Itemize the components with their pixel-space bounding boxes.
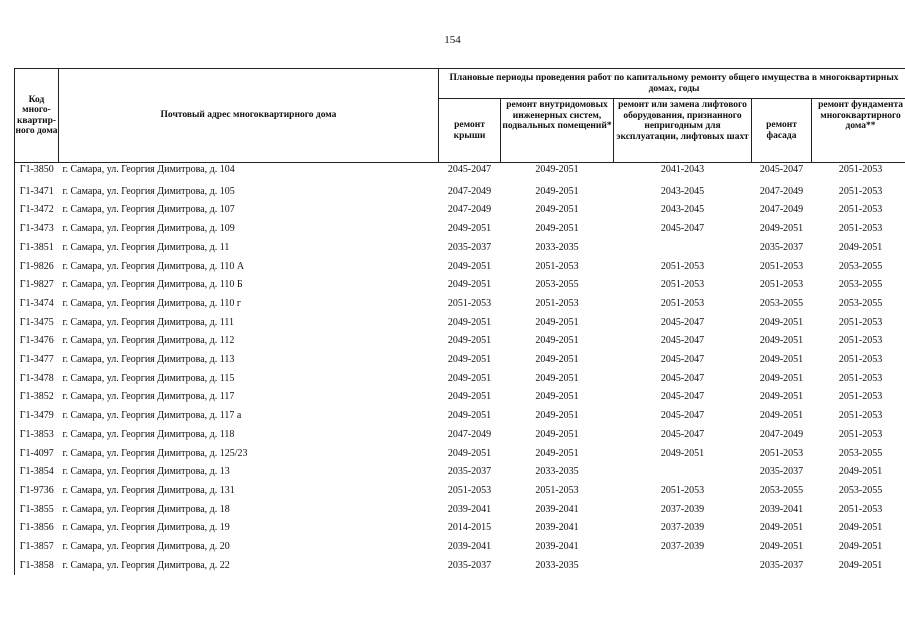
cell-address: г. Самара, ул. Георгия Димитрова, д. 110 Б — [62, 279, 243, 291]
cell-systems: 2049-2051 — [535, 316, 579, 328]
cell-foundation: 2049-2051 — [838, 541, 883, 553]
cell-systems: 2039-2041 — [535, 522, 579, 534]
table-body — [15, 163, 905, 576]
cell-code: Г1-3858 — [15, 557, 59, 576]
cell-foundation: 2051-2053 — [838, 185, 883, 197]
cell-foundation: 2053-2055 — [838, 260, 883, 272]
page-number: 154 — [444, 34, 461, 46]
cell-foundation: 2051-2053 — [838, 164, 883, 175]
cell-elevator: 2051-2053 — [660, 297, 705, 309]
cell-address: г. Самара, ул. Георгия Димитрова, д. 13 — [62, 466, 230, 478]
cell-elevator: 2045-2047 — [660, 316, 705, 328]
cell-foundation: 2053-2055 — [838, 484, 883, 496]
cell-systems: 2049-2051 — [535, 354, 579, 366]
cell-roof: 2049-2051 — [447, 372, 492, 384]
cell-foundation: 2053-2055 — [838, 297, 883, 309]
table-row — [15, 239, 905, 258]
table-row — [15, 258, 905, 277]
table-row — [15, 201, 905, 220]
cell-roof: 2049-2051 — [447, 279, 492, 291]
cell-foundation: 2049-2051 — [838, 559, 883, 571]
cell-code: Г1-3854 — [15, 463, 59, 482]
cell-code: Г1-3852 — [15, 388, 59, 407]
cell-code: Г1-3477 — [15, 351, 59, 370]
cell-roof: 2047-2049 — [447, 428, 492, 440]
cell-address: г. Самара, ул. Георгия Димитрова, д. 117 — [62, 391, 235, 403]
cell-facade: 2049-2051 — [759, 372, 804, 384]
cell-foundation: 2051-2053 — [838, 428, 883, 440]
cell-foundation: 2049-2051 — [838, 466, 883, 478]
cell-foundation: 2049-2051 — [838, 522, 883, 534]
cell-foundation: 2051-2053 — [838, 354, 883, 366]
cell-elevator: 2049-2051 — [660, 447, 705, 459]
cell-code: Г1-3474 — [15, 295, 59, 314]
cell-systems: 2049-2051 — [535, 428, 579, 440]
cell-roof: 2039-2041 — [447, 503, 492, 515]
cell-facade: 2049-2051 — [759, 354, 804, 366]
cell-elevator: 2045-2047 — [660, 335, 705, 347]
table-row — [15, 314, 905, 333]
header-code: Код много-квартир-ного дома — [15, 69, 59, 163]
cell-roof: 2049-2051 — [447, 447, 492, 459]
cell-code: Г1-3856 — [15, 519, 59, 538]
table-row — [15, 426, 905, 445]
cell-facade: 2049-2051 — [759, 541, 804, 553]
cell-facade: 2051-2053 — [759, 260, 804, 272]
table-header — [15, 69, 905, 163]
table-row — [15, 557, 905, 576]
cell-address: г. Самара, ул. Георгия Димитрова, д. 110 А — [62, 260, 245, 272]
cell-facade: 2047-2049 — [759, 428, 804, 440]
cell-code: Г1-3473 — [15, 220, 59, 239]
cell-roof: 2051-2053 — [447, 484, 492, 496]
cell-systems: 2049-2051 — [535, 185, 579, 197]
cell-elevator: 2045-2047 — [660, 223, 705, 235]
cell-foundation: 2051-2053 — [838, 223, 883, 235]
cell-elevator: 2043-2045 — [660, 185, 705, 197]
cell-elevator: 2051-2053 — [660, 484, 705, 496]
header-roof: ремонт крыши — [439, 99, 501, 163]
header-facade: ремонт фасада — [752, 99, 812, 163]
cell-code: Г1-3478 — [15, 370, 59, 389]
cell-elevator — [614, 463, 752, 482]
cell-systems: 2049-2051 — [535, 447, 579, 459]
table-row — [15, 276, 905, 295]
cell-address: г. Самара, ул. Георгия Димитрова, д. 22 — [62, 559, 230, 571]
cell-systems: 2049-2051 — [535, 391, 579, 403]
cell-address: г. Самара, ул. Георгия Димитрова, д. 113 — [62, 354, 235, 366]
cell-code: Г1-3476 — [15, 332, 59, 351]
cell-address: г. Самара, ул. Георгия Димитрова, д. 131 — [62, 484, 235, 496]
table-row — [15, 370, 905, 389]
cell-facade: 2035-2037 — [759, 241, 804, 253]
cell-elevator — [614, 557, 752, 576]
table-row — [15, 445, 905, 464]
cell-foundation: 2051-2053 — [838, 204, 883, 216]
cell-foundation: 2051-2053 — [838, 335, 883, 347]
cell-systems: 2049-2051 — [535, 164, 579, 175]
repair-schedule-table — [14, 68, 905, 575]
table-row — [15, 220, 905, 239]
cell-systems: 2051-2053 — [535, 297, 579, 309]
cell-roof: 2014-2015 — [447, 522, 492, 534]
header-foundation: ремонт фундамента многоквартирного дома** — [812, 99, 905, 163]
cell-systems: 2051-2053 — [535, 484, 579, 496]
table-row — [15, 332, 905, 351]
cell-systems: 2039-2041 — [535, 541, 579, 553]
cell-address: г. Самара, ул. Георгия Димитрова, д. 115 — [62, 372, 235, 384]
cell-roof: 2035-2037 — [447, 559, 492, 571]
header-periods-group: Плановые периоды проведения работ по капитальному ремонту общего имущества в многоквартирных домах, годы — [439, 69, 905, 99]
cell-address: г. Самара, ул. Георгия Димитрова, д. 109 — [62, 223, 235, 235]
table-row — [15, 519, 905, 538]
header-systems: ремонт внутридомовых инженерных систем, подвальных помещений* — [501, 99, 614, 163]
cell-code: Г1-4097 — [15, 445, 59, 464]
cell-roof: 2047-2049 — [447, 185, 492, 197]
cell-roof: 2049-2051 — [447, 260, 492, 272]
cell-roof: 2039-2041 — [447, 541, 492, 553]
cell-facade: 2049-2051 — [759, 223, 804, 235]
cell-address: г. Самара, ул. Георгия Димитрова, д. 125/23 — [62, 447, 248, 459]
cell-systems: 2049-2051 — [535, 204, 579, 216]
cell-address: г. Самара, ул. Георгия Димитрова, д. 107 — [62, 204, 235, 216]
cell-foundation: 2051-2053 — [838, 391, 883, 403]
cell-code: Г1-3471 — [15, 183, 59, 202]
cell-elevator — [614, 239, 752, 258]
header-elevator: ремонт или замена лифтового оборудования, признанного непригодным для эксплуатации, лифтовых шахт — [614, 99, 752, 163]
cell-foundation: 2051-2053 — [838, 372, 883, 384]
table-row — [15, 388, 905, 407]
cell-code: Г1-9826 — [15, 258, 59, 277]
table-row — [15, 538, 905, 557]
cell-foundation: 2049-2051 — [838, 241, 883, 253]
cell-systems: 2049-2051 — [535, 410, 579, 422]
cell-roof: 2047-2049 — [447, 204, 492, 216]
cell-roof: 2049-2051 — [447, 354, 492, 366]
cell-facade: 2035-2037 — [759, 559, 804, 571]
cell-address: г. Самара, ул. Георгия Димитрова, д. 105 — [62, 185, 235, 197]
cell-facade: 2053-2055 — [759, 484, 804, 496]
cell-roof: 2035-2037 — [447, 466, 492, 478]
cell-address: г. Самара, ул. Георгия Димитрова, д. 11 — [62, 241, 230, 253]
cell-elevator: 2037-2039 — [660, 503, 705, 515]
table-row — [15, 463, 905, 482]
cell-systems: 2033-2035 — [535, 466, 579, 478]
cell-facade: 2039-2041 — [759, 503, 804, 515]
cell-address: г. Самара, ул. Георгия Димитрова, д. 117 а — [62, 410, 242, 422]
cell-facade: 2051-2053 — [759, 279, 804, 291]
cell-facade: 2053-2055 — [759, 297, 804, 309]
cell-code: Г1-3853 — [15, 426, 59, 445]
cell-systems: 2051-2053 — [535, 260, 579, 272]
cell-foundation: 2051-2053 — [838, 503, 883, 515]
cell-code: Г1-3851 — [15, 239, 59, 258]
cell-facade: 2051-2053 — [759, 447, 804, 459]
cell-facade: 2049-2051 — [759, 391, 804, 403]
table-row — [15, 501, 905, 520]
cell-code: Г1-3479 — [15, 407, 59, 426]
table-row — [15, 183, 905, 202]
cell-roof: 2049-2051 — [447, 410, 492, 422]
cell-roof: 2049-2051 — [447, 223, 492, 235]
cell-facade: 2049-2051 — [759, 316, 804, 328]
table-row — [15, 351, 905, 370]
cell-elevator: 2043-2045 — [660, 204, 705, 216]
cell-elevator: 2045-2047 — [660, 372, 705, 384]
cell-roof: 2049-2051 — [447, 391, 492, 403]
cell-elevator: 2051-2053 — [660, 260, 705, 272]
cell-address: г. Самара, ул. Георгия Димитрова, д. 18 — [62, 503, 230, 515]
table-row — [15, 482, 905, 501]
cell-address: г. Самара, ул. Георгия Димитрова, д. 112 — [62, 335, 235, 347]
cell-systems: 2033-2035 — [535, 241, 579, 253]
cell-systems: 2049-2051 — [535, 335, 579, 347]
cell-code: Г1-3850 — [15, 163, 59, 183]
cell-elevator: 2045-2047 — [660, 391, 705, 403]
cell-address: г. Самара, ул. Георгия Димитрова, д. 111 — [62, 316, 234, 328]
cell-facade: 2035-2037 — [759, 466, 804, 478]
cell-elevator: 2045-2047 — [660, 428, 705, 440]
cell-elevator: 2037-2039 — [660, 522, 705, 534]
cell-address: г. Самара, ул. Георгия Димитрова, д. 104 — [62, 164, 235, 175]
cell-address: г. Самара, ул. Георгия Димитрова, д. 118 — [62, 428, 235, 440]
cell-elevator: 2037-2039 — [660, 541, 705, 553]
cell-elevator: 2045-2047 — [660, 354, 705, 366]
cell-facade: 2049-2051 — [759, 522, 804, 534]
header-address: Почтовый адрес многоквартирного дома — [59, 69, 439, 163]
cell-code: Г1-3855 — [15, 501, 59, 520]
cell-code: Г1-9736 — [15, 482, 59, 501]
cell-foundation: 2051-2053 — [838, 316, 883, 328]
cell-facade: 2047-2049 — [759, 185, 804, 197]
cell-code: Г1-9827 — [15, 276, 59, 295]
cell-foundation: 2053-2055 — [838, 279, 883, 291]
table-row — [15, 295, 905, 314]
cell-code: Г1-3475 — [15, 314, 59, 333]
cell-systems: 2049-2051 — [535, 223, 579, 235]
cell-foundation: 2053-2055 — [838, 447, 883, 459]
cell-systems: 2033-2035 — [535, 559, 579, 571]
cell-roof: 2051-2053 — [447, 297, 492, 309]
cell-facade: 2049-2051 — [759, 410, 804, 422]
cell-address: г. Самара, ул. Георгия Димитрова, д. 110 г — [62, 297, 241, 309]
cell-systems: 2039-2041 — [535, 503, 579, 515]
cell-foundation: 2051-2053 — [838, 410, 883, 422]
cell-systems: 2049-2051 — [535, 372, 579, 384]
cell-code: Г1-3857 — [15, 538, 59, 557]
cell-elevator: 2051-2053 — [660, 279, 705, 291]
table-row — [15, 407, 905, 426]
cell-code: Г1-3472 — [15, 201, 59, 220]
cell-facade: 2047-2049 — [759, 204, 804, 216]
cell-address: г. Самара, ул. Георгия Димитрова, д. 20 — [62, 541, 230, 553]
cell-address: г. Самара, ул. Георгия Димитрова, д. 19 — [62, 522, 230, 534]
cell-elevator: 2041-2043 — [660, 164, 705, 175]
cell-roof: 2035-2037 — [447, 241, 492, 253]
cell-facade: 2049-2051 — [759, 335, 804, 347]
cell-systems: 2053-2055 — [535, 279, 579, 291]
table-row — [15, 163, 905, 183]
cell-roof: 2045-2047 — [447, 164, 492, 175]
cell-elevator: 2045-2047 — [660, 410, 705, 422]
cell-roof: 2049-2051 — [447, 316, 492, 328]
cell-facade: 2045-2047 — [759, 164, 804, 175]
cell-roof: 2049-2051 — [447, 335, 492, 347]
